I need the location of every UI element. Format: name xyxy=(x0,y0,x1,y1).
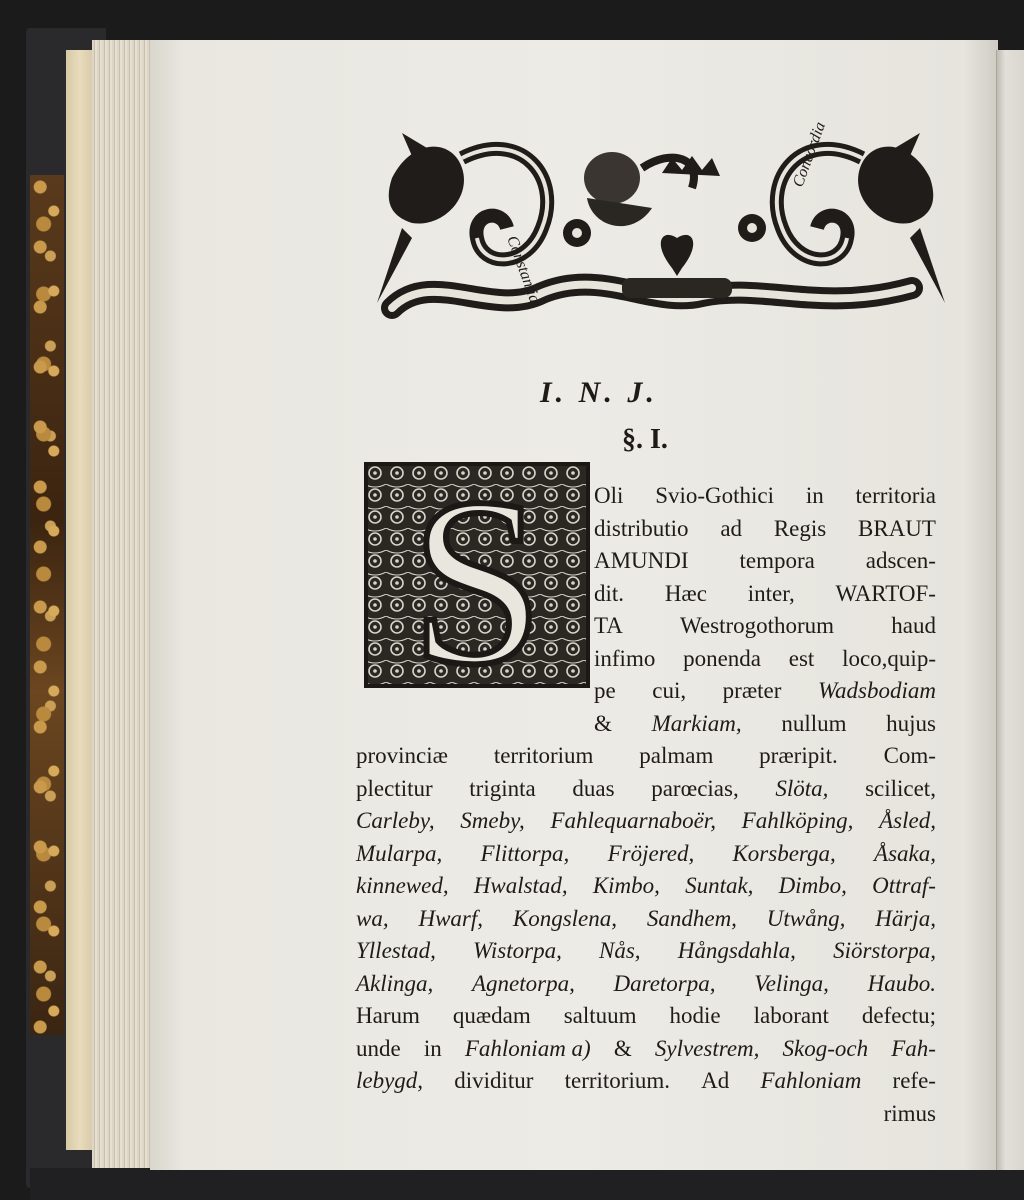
catchword: rimus xyxy=(883,1100,936,1126)
text-line: provinciæ territorium palmam præripit. Com- xyxy=(356,743,936,768)
text-line: infimo ponenda est loco,quip- xyxy=(594,645,936,671)
text-line: Harum quædam saltuum hodie laborant defectu; xyxy=(356,1003,936,1028)
book-cover-bottom xyxy=(30,1168,1024,1200)
running-head: I. N. J. xyxy=(540,376,658,409)
initial-letter: S xyxy=(410,462,544,688)
text-line: unde in Fahloniam a) & Sylvestrem, Skog-och Fah- xyxy=(356,1035,936,1061)
banner-left-text: Constantia xyxy=(503,233,544,306)
section-mark: §. I. xyxy=(622,424,668,455)
text-line: distributio ad Regis BRAUT xyxy=(594,515,936,541)
text-line: AMUNDI tempora adscen- xyxy=(594,548,936,573)
body-text xyxy=(356,480,936,1130)
text-line: Carleby, Smeby, Fahlequarnaboër, Fahlköping, Åsled, xyxy=(356,808,936,833)
text-line: & Markiam, nullum hujus xyxy=(594,710,936,736)
text-line: pe cui, præter Wadsbodiam xyxy=(594,678,936,703)
facing-page-edge xyxy=(996,50,1024,1170)
banner-right-text: Concordia xyxy=(789,119,829,190)
ornamental-headpiece xyxy=(372,118,950,328)
text-line: TA Westrogothorum haud xyxy=(594,613,936,638)
text-line: Oli Svio-Gothici in territoria xyxy=(594,483,936,508)
text-line: wa, Hwarf, Kongslena, Sandhem, Utwång, Härja, xyxy=(356,905,936,931)
text-line: Yllestad, Wistorpa, Nås, Hångsdahla, Siörstorpa, xyxy=(356,938,936,963)
text-line: lebygd, dividitur territorium. Ad Fahloniam refe- xyxy=(356,1068,936,1093)
text-line: Aklinga, Agnetorpa, Daretorpa, Velinga, Haubo. xyxy=(356,970,936,996)
text-line: dit. Hæc inter, WARTOF- xyxy=(594,580,936,606)
text-line: plectitur triginta duas parœcias, Slöta, scilicet, xyxy=(356,775,936,801)
text-line: kinnewed, Hwalstad, Kimbo, Suntak, Dimbo, Ottraf- xyxy=(356,873,936,898)
text-line: Mularpa, Flittorpa, Fröjered, Korsberga, Åsaka, xyxy=(356,840,936,866)
marbled-endpaper xyxy=(30,175,64,1035)
